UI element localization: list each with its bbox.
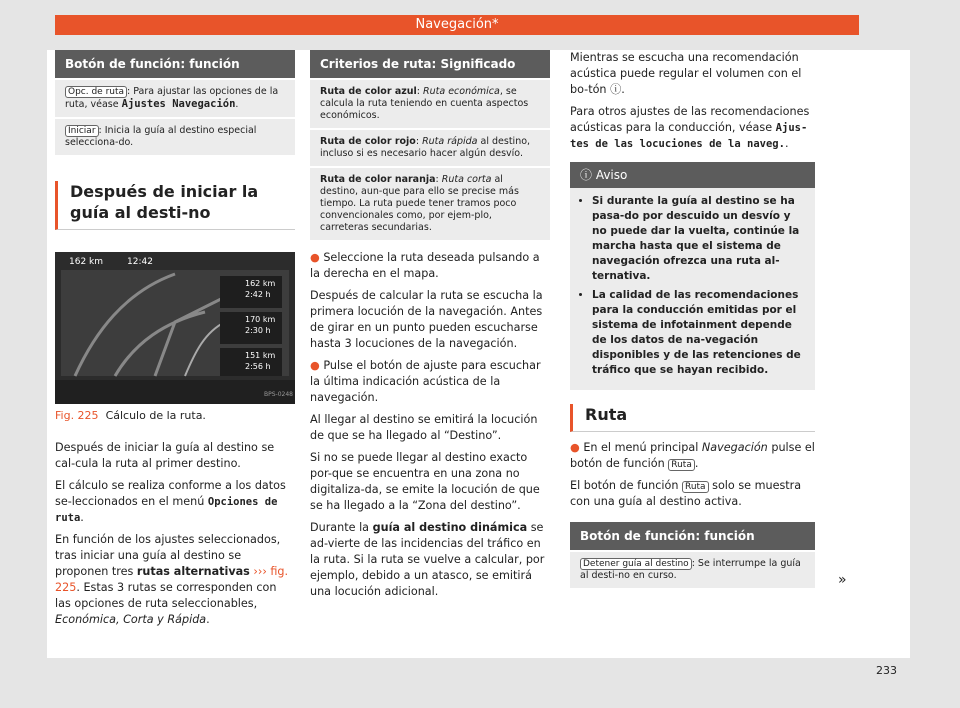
- key-label: Detener guía al destino: [580, 558, 692, 570]
- route-distance: 170 km: [245, 315, 276, 324]
- table-row: Ruta de color rojo: Ruta rápida al destino, incluso si es necesario hacer algún desvío.: [310, 128, 550, 166]
- text: Pulse el botón de ajuste para escuchar la última indicación acústica de la navegación.: [310, 359, 541, 404]
- text: solo se muestra con una guía al destino activa.: [570, 479, 802, 508]
- paragraph: [570, 104, 815, 152]
- paragraph: Al llegar al destino se emitirá la locución de que se ha llegado al “Destino”.: [310, 413, 538, 442]
- row-text: : Se interrumpe la guía al desti-no en curso.: [580, 558, 801, 581]
- column-2: [310, 50, 550, 606]
- text: En el menú principal: [583, 441, 702, 454]
- text: .: [784, 137, 789, 150]
- paragraph: [310, 520, 550, 600]
- table-header: Botón de función: función: [55, 50, 295, 78]
- note-title: Aviso: [595, 168, 628, 182]
- table-row: [55, 78, 295, 117]
- bullet-item: [310, 250, 550, 282]
- paragraph: [570, 478, 815, 510]
- note-header: [570, 162, 815, 188]
- text: El botón de función: [570, 479, 682, 492]
- italic-text: Navegación: [701, 441, 768, 454]
- menu-ref: Ajus-tes de las locuciones de la naveg.: [570, 122, 808, 150]
- route-button[interactable]: Ruta: [682, 481, 709, 493]
- text: Durante la: [310, 521, 373, 534]
- menu-ref: Ajustes Navegación: [121, 98, 236, 110]
- warning-note: [570, 162, 815, 390]
- note-item: • La calidad de las recomendaciones para la conducción emitidas por el sistema de infotainment depende de los datos de na-vegación disponibles y de las retenciones de tráfico que se hayan recibido.: [592, 288, 805, 378]
- row-italic: Ruta rápida: [422, 136, 478, 147]
- bold-text: rutas alternativas: [136, 565, 250, 578]
- table-row: Ruta de color azul: Ruta económica, se calcula la ruta teniendo en cuenta aspectos económicos.: [310, 78, 550, 128]
- italic-text: Económica, Corta y Rápida: [55, 613, 207, 626]
- paragraph: Después de iniciar la guía al destino se cal-cula la ruta al primer destino.: [55, 441, 275, 470]
- menu-ref: Opciones de ruta: [55, 496, 278, 524]
- paragraph: [55, 532, 295, 628]
- column-1: [55, 50, 295, 634]
- text: En función de los ajustes seleccionados, tras iniciar una guía al destino se proponen tres: [55, 533, 281, 578]
- route-time: 2:56 h: [245, 362, 271, 371]
- text: Seleccione la ruta deseada pulsando a la derecha en el mapa.: [310, 251, 540, 280]
- route-time: 2:42 h: [245, 290, 271, 299]
- row-label: Ruta de color rojo: [320, 136, 416, 147]
- paragraph: Si no se puede llegar al destino exacto por-que se encuentra en una zona no digitaliza-da, se emite la locución de que se ha llegado a la “Zona del destino”.: [310, 451, 540, 512]
- key-label: Opc. de ruta: [65, 86, 127, 98]
- route-option[interactable]: [245, 350, 275, 372]
- text: se ad-vierte de las incidencias del tráfico en la ruta. Si la ruta se vuelve a calcular, por ejemplo, debido a un atasco, se emitirá una locución adicional.: [310, 521, 545, 598]
- row-end: .: [235, 99, 239, 110]
- info-icon: ⓘ: [580, 168, 596, 182]
- row-text: : Para ajustar las opciones de la ruta, véase: [65, 86, 279, 110]
- text: . Estas 3 rutas se corresponden con las opciones de ruta seleccionables,: [55, 581, 277, 610]
- figure-code: BPS-0248: [264, 391, 293, 398]
- note-list: [580, 194, 805, 378]
- figure-label: Fig. 225: [55, 409, 99, 422]
- route-time: 2:30 h: [245, 326, 271, 335]
- chapter-header: Navegación*: [55, 15, 859, 35]
- table-row: [570, 550, 815, 588]
- table-row: Ruta de color naranja: Ruta corta al destino, aun-que para ello se precise más tiempo. La ruta puede tener tramos poco convencionales como, por ejem-plo, carreteras secundarias.: [310, 166, 550, 240]
- row-text: al destino, incluso si es necesario hacer algún desvío.: [320, 136, 531, 159]
- table-header: Criterios de ruta: Significado: [310, 50, 550, 78]
- row-text: : Inicia la guía al destino especial selecciona-do.: [65, 125, 257, 148]
- route-button[interactable]: Ruta: [668, 459, 695, 471]
- note-item: • Si durante la guía al destino se ha pasa-do por descuido un desvío y no puede dar la vuelta, continúe la marcha hasta que el sistema de navegación ofrezca una ruta al-ternativa.: [592, 194, 805, 284]
- figure-screenshot: [55, 252, 295, 404]
- bold-text: guía al destino dinámica: [372, 521, 528, 534]
- page-number: 233: [876, 664, 897, 677]
- row-italic: Ruta corta: [441, 174, 492, 185]
- bullet-item: [570, 440, 815, 472]
- route-distance: 162 km: [245, 279, 276, 288]
- section-heading: Después de iniciar la guía al desti-no: [55, 181, 295, 230]
- continue-arrow: »: [838, 572, 847, 588]
- row-label: Ruta de color azul: [320, 86, 417, 97]
- bullet-icon: ●: [570, 441, 584, 454]
- time-readout: 12:42: [127, 257, 153, 267]
- figure-ref[interactable]: ››› fig. 225: [55, 565, 289, 594]
- row-text: al destino, aun-que para ello se precise más tiempo. La ruta puede tener tramos poco convencionales como, por ejem-plo, carreteras secundarias.: [320, 174, 519, 233]
- table-row: [55, 117, 295, 155]
- route-option[interactable]: [245, 314, 275, 336]
- text: .: [206, 613, 210, 626]
- text: El cálculo se realiza conforme a los datos se-leccionados en el menú: [55, 479, 286, 508]
- figure-caption: [55, 408, 295, 424]
- text: Para otros ajustes de las recomendaciones acústicas para la conducción, véase: [570, 105, 810, 134]
- key-label: Iniciar: [65, 125, 99, 137]
- caption-text: Cálculo de la ruta.: [105, 409, 206, 422]
- table-header: Botón de función: función: [570, 522, 815, 550]
- row-italic: Ruta económica: [423, 86, 500, 97]
- bullet-icon: ●: [310, 359, 324, 372]
- text: pulse el botón de función: [570, 441, 815, 470]
- text: .: [694, 457, 699, 470]
- route-option[interactable]: [245, 278, 275, 300]
- text: .: [80, 511, 84, 524]
- distance-readout: 162 km: [69, 257, 104, 267]
- bullet-item: [310, 358, 550, 406]
- section-heading: Ruta: [570, 404, 815, 432]
- row-text: , se calcula la ruta teniendo en cuenta aspectos económicos.: [320, 86, 529, 121]
- column-3: [570, 50, 815, 588]
- route-distance: 151 km: [245, 351, 276, 360]
- row-label: Ruta de color naranja: [320, 174, 436, 185]
- paragraph: Mientras se escucha una recomendación acústica puede regular el volumen con el bo-tón ⓘ.: [570, 51, 802, 96]
- paragraph: [55, 478, 295, 526]
- bullet-icon: ●: [310, 251, 324, 264]
- paragraph: Después de calcular la ruta se escucha la primera locución de la navegación. Antes de girar en un punto pueden escucharse hasta 3 locuciones de la navegación.: [310, 289, 543, 350]
